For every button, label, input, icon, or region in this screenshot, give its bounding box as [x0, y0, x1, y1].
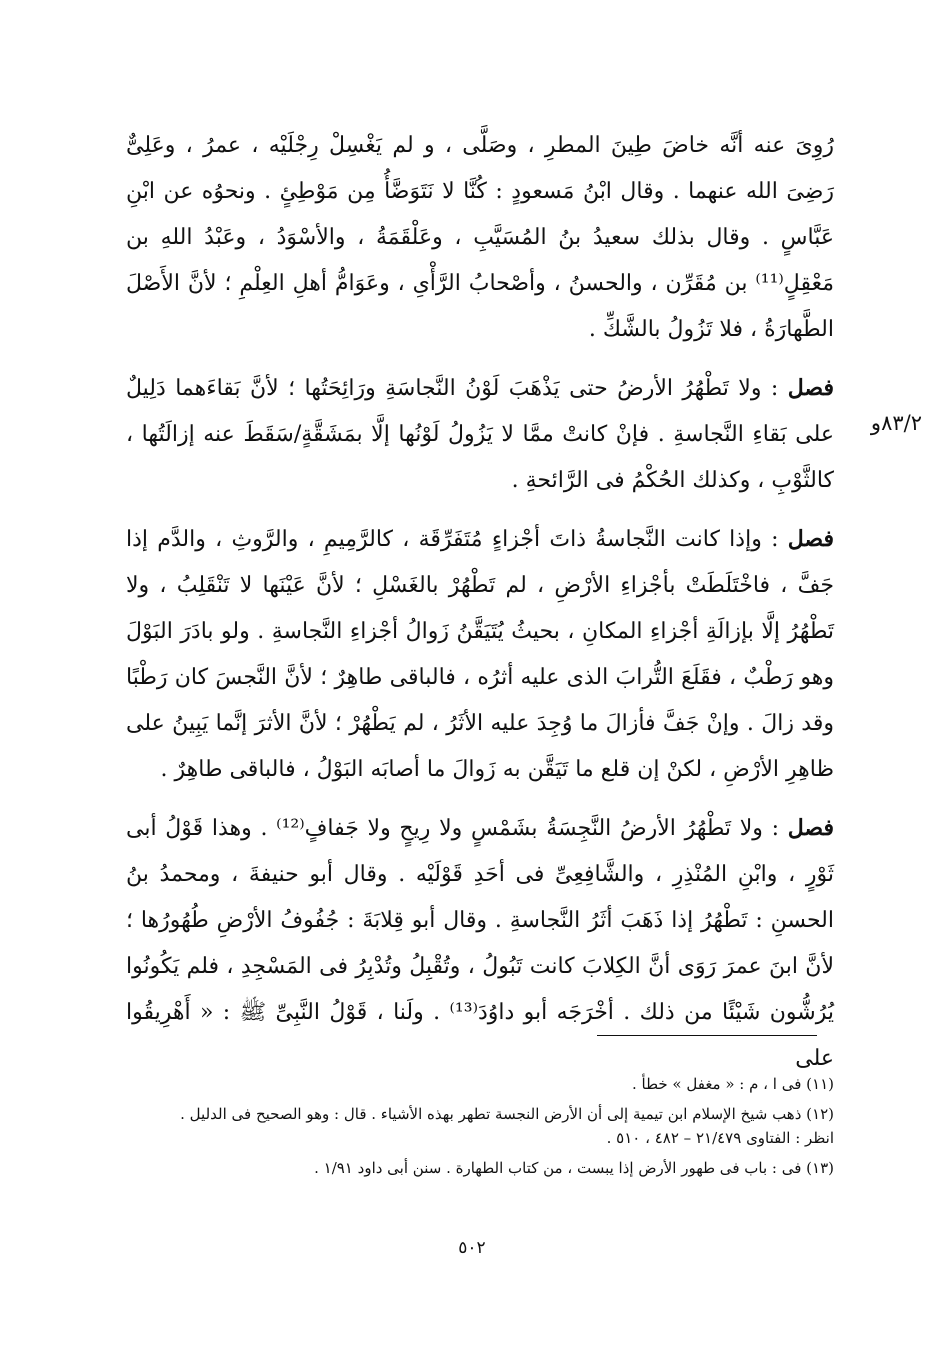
footnote-line: (١٢) ذهب شيخ الإسلام ابن تيمية إلى أن الأرض النجسة تطهر بهذه الأشياء . قال : وهو الصحيح فى الدليل .: [180, 1105, 834, 1123]
footnote-13: [126, 1156, 834, 1180]
footnote-divider: [597, 1035, 817, 1036]
paragraph-text: : ولا تَطْهُرُ الأرضُ حتى يَذْهَبَ لَوْنُ النَّجاسَةِ ورَائِحَتُها ؛ لأنَّ بَقاءَهما دَلِيلٌ على بَقاءِ النَّجاسةِ . فإنْ كانتْ ممَّا لا يَزُولُ لَوْنُها إلَّا بمَشَقَّةٍ/سَقَطَ عنه إزالَتُها ، كالثَّوْبِ ، وكذلك الحُكْمُ فى الرَّائحةِ .: [126, 376, 834, 493]
footnote-line: انظر : الفتاوى ٢١/٤٧٩ – ٤٨٢ ، ٥١٠ .: [606, 1129, 834, 1147]
paragraph-2: [126, 365, 834, 504]
paragraph-4: [126, 805, 834, 1082]
paragraph-3: [126, 516, 834, 793]
section-heading: فصل: [787, 815, 835, 841]
page-number: ٥٠٢: [458, 1238, 486, 1258]
paragraph-text: : ولا تَطْهُرُ الأرضُ النَّجِسَةُ بشَمْسٍ ولا رِيحٍ ولا جَفافٍ⁽¹²⁾ . وهذا قَوْلُ أبى ثَوْرٍ ، وابْنِ المُنْذِرِ ، والشَّافِعِىِّ فى أحَدِ قَوْلَيْه . وقال أبو حنيفةَ ، ومحمدُ بنُ الحسنِ : تَطْهُرُ إذا ذَهَبَ أثَرُ النَّجاسةِ . وقال أبو قِلابَةَ : جُفُوفُ الأرْضِ طُهُورُها ؛ لأنَّ ابنَ عمرَ رَوَى أنَّ الكِلابَ كانت تَبُولُ ، وتُقْبِلُ وتُدْبِرُ فى المَسْجِدِ ، فلم يَكُونُوا يُرُشُّون شَيْئًا من ذلك . أخْرَجَه أبو داوُدَ⁽¹³⁾ . ولَنا ، قَوْلُ النَّبِىِّ ﷺ : « أَهْرِيقُوا على: [126, 816, 834, 1071]
footnotes: [126, 1072, 834, 1186]
margin-folio-reference: ٨٣/٢و: [870, 411, 922, 435]
main-text: [126, 122, 834, 1094]
section-heading: فصل: [787, 375, 834, 401]
section-heading: فصل: [787, 526, 834, 552]
paragraph-1: [126, 122, 834, 353]
footnote-line: (١١) فى ا ، م : « مغفل » خطأ .: [631, 1075, 834, 1093]
footnote-line: (١٣) فى : باب فى طهور الأرض إذا يبست ، من كتاب الطهارة . سنن أبى داود ١/٩١ .: [314, 1159, 834, 1177]
paragraph-text: رُوِىَ عنه أنَّه خاضَ طِينَ المطرِ ، وصَلَّى ، و لم يَغْسِلْ رِجْلَيْه ، عمرُ ، وعَلِىٌّ رَضِىَ الله عنهما . وقال ابْنُ مَسعودٍ : كُنَّا لا نَتَوَضَّأُ مِن مَوْطِئٍ . ونحوُه عن ابْنِ عَبَّاسٍ . وقال بذلك سعيدُ بنُ المُسَيَّبِ ، وعَلْقَمَةُ ، والأسْوَدُ ، وعَبْدُ اللهِ بن مَعْقِلٍ⁽¹¹⁾ بن مُقَرِّن ، والحسنُ ، وأصْحابُ الرَّأْىِ ، وعَوَامُّ أهلِ العِلْمِ ؛ لأنَّ الأَصْلَ الطَّهارَةُ ، فلا تَزُولُ بالشَّكِّ .: [126, 133, 834, 342]
footnote-11: [126, 1072, 834, 1096]
footnote-12: [126, 1102, 834, 1150]
paragraph-text: : وإذا كانت النَّجاسةُ ذاتَ أجْزاءٍ مُتَفَرِّقَة ، كالرَّمِيمِ ، والرَّوثِ ، والدَّم إذا جَفَّ ، فاخْتَلَطَتْ بأجْزاءِ الأرْضِ ، لم تَطْهُرْ بالغَسْلِ ؛ لأنَّ عَيْنَها لا تَنْقَلِبُ ، ولا تَطْهُرُ إلَّا بإزالَةِ أجْزاءِ المكانِ ، بحيثُ يُتَيَقَّنُ زَوالُ أجْزاءِ النَّجاسةِ . ولو بادَرَ البَوْلَ وهو رَطْبٌ ، فقَلَعَ التُّرابَ الذى عليه أثرُه ، فالباقى طاهِرٌ ؛ لأنَّ النَّجسَ كان رَطْبًا وقد زالَ . وإنْ جَفَّ فأزالَ ما وُجِدَ عليه الأثَرُ ، لم يَطْهُرْ ؛ لأنَّ الأثرَ إنَّما يَبِينُ على ظاهِرِ الأرْضِ ، لكنْ إن قلع ما تَيَقَّن به زَوالَ ما أصابَه البَوْلُ ، فالباقى طاهِرٌ .: [126, 527, 834, 782]
